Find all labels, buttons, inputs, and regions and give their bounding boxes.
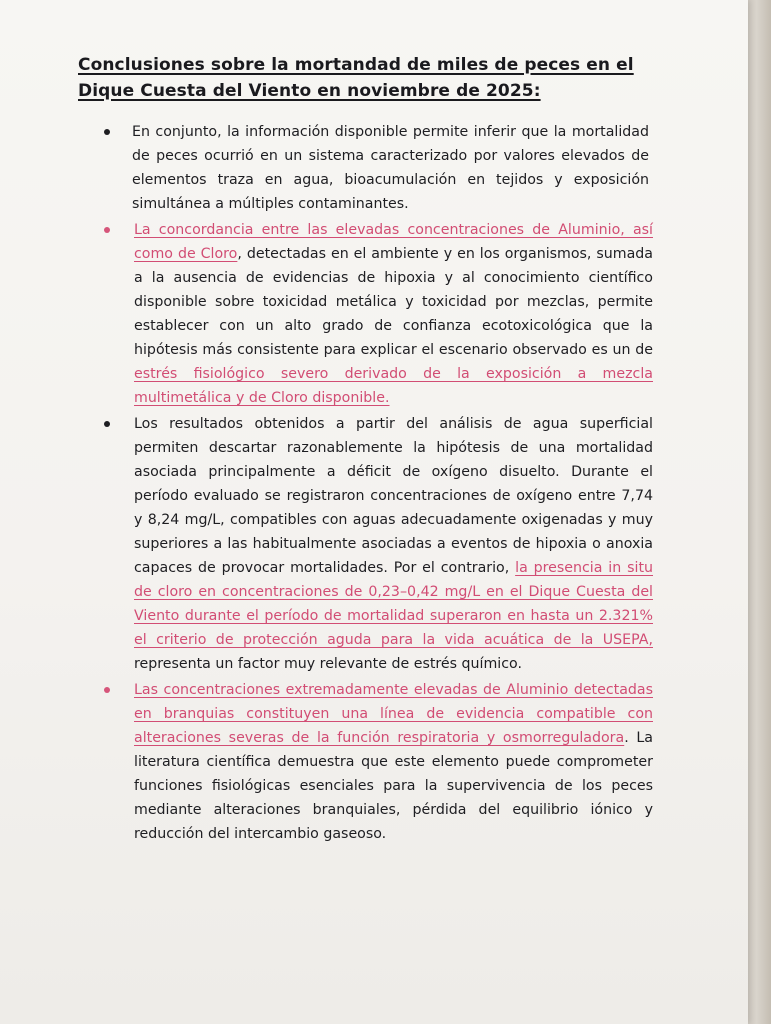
bullet-dot [104,129,110,135]
conclusions-list [78,120,653,846]
bullet-text: . La literatura científica demuestra que este elemento puede comprometer funciones fisiológicas esenciales para la supervivencia de los peces mediante alteraciones branquiales, pérdida del equilibrio iónico y reducción del intercambio gaseoso. [134,730,653,842]
highlighted-text: la presencia in situ de cloro en concentraciones de 0,23–0,42 mg/L en el Dique Cuesta del Viento durante el período de mortalidad superaron en hasta un 2.321% el criterio de protección aguda para la vida acuática de la USEPA, [134,560,653,648]
list-item-conclusion-2 [78,218,653,410]
bullet-text: Los resultados obtenidos a partir del análisis de agua superficial permiten descartar razonablemente la hipótesis de una mortalidad asociada principalmente a déficit de oxígeno disuelto. Durante el período evaluado se registraron concentraciones de oxígeno entre 7,74 y 8,24 mg/L, compatibles con aguas adecuadamente oxigenadas y muy superiores a las habitualmente asociadas a eventos de hipoxia o anoxia capaces de provocar mortalidades. Por el contrario, [134,416,653,576]
bullet-text: En conjunto, la información disponible permite inferir que la mortalidad de peces ocurrió en un sistema caracterizado por valores elevados de elementos traza en agua, bioacumulación en tejidos y exposición simultánea a múltiples contaminantes. [132,124,649,212]
document-title: Conclusiones sobre la mortandad de miles de peces en el Dique Cuesta del Viento en noviembre de 2025: [78,55,634,101]
list-item-conclusion-3 [78,412,653,676]
list-item-conclusion-1 [78,120,653,216]
document-body [78,52,653,848]
highlighted-text: La concordancia entre las elevadas concentraciones de Aluminio, así como de Cloro [134,222,653,262]
bullet-text: representa un factor muy relevante de estrés químico. [134,656,522,672]
bullet-dot [104,227,110,233]
bullet-text: , detectadas en el ambiente y en los organismos, sumada a la ausencia de evidencias de hipoxia y al conocimiento científico disponible sobre toxicidad metálica y toxicidad por mezclas, permite establecer con un alto grado de confianza ecotoxicológica que la hipótesis más consistente para explicar el escenario observado es un de [134,246,653,358]
highlighted-text: Las concentraciones extremadamente elevadas de Aluminio detectadas en branquias constituyen una línea de evidencia compatible con alteraciones severas de la función respiratoria y osmorreguladora [134,682,653,746]
list-item-conclusion-4 [78,678,653,846]
highlighted-text: estrés fisiológico severo derivado de la exposición a mezcla multimetálica y de Cloro disponible. [134,366,653,406]
bullet-dot [104,421,110,427]
bullet-dot [104,687,110,693]
background-edge [745,0,771,1024]
